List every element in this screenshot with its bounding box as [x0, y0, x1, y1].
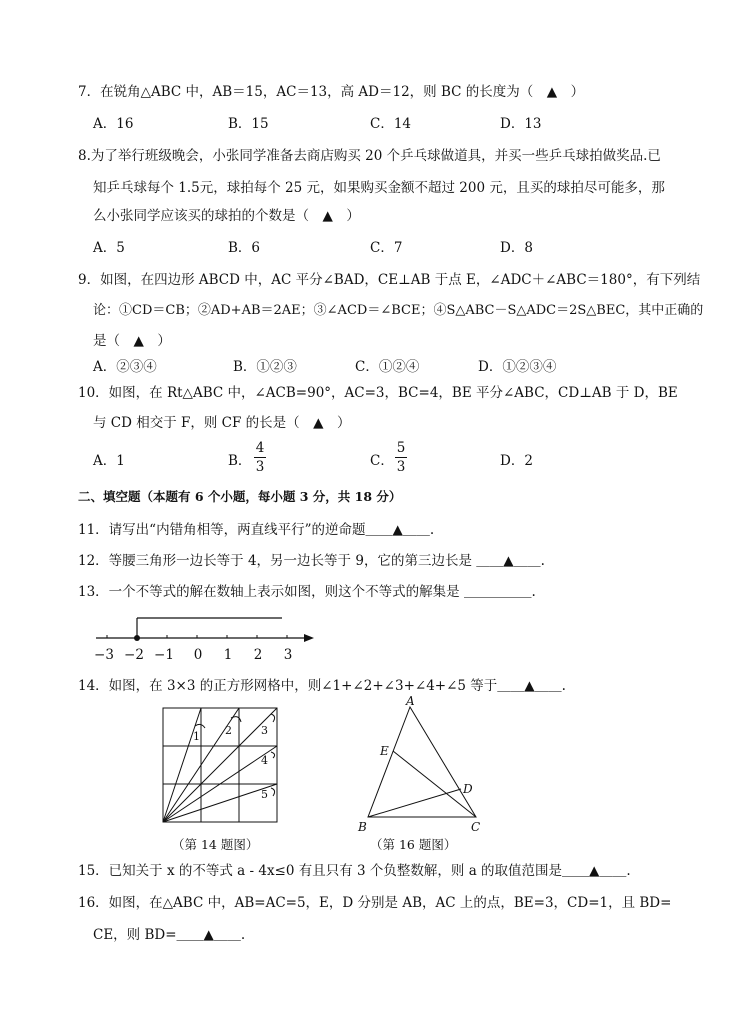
figure-14-grid [155, 700, 290, 830]
q10-option-b-fraction [252, 440, 268, 475]
vertex-label-e: E [380, 744, 389, 758]
angle-label-1: 1 [193, 730, 200, 743]
tick-label-neg2: −2 [124, 647, 144, 663]
q10-line2: 与 CD 相交于 F，则 CF 的长是（ ▲ ） [93, 415, 351, 431]
q9-option-b: B．①②③ [233, 359, 297, 375]
angle-label-4: 4 [261, 754, 268, 767]
q7-option-a: A．16 [93, 116, 134, 132]
q7-stem: 7．在锐角△ABC 中，AB＝15，AC＝13，高 AD＝12，则 BC 的长度为（ ▲ ） [78, 84, 585, 100]
figure-16-caption: （第 16 题图） [370, 837, 457, 852]
q16-line2: CE，则 BD=＿＿▲＿＿. [93, 927, 246, 943]
figure-16-triangle [352, 693, 502, 833]
angle-label-3: 3 [261, 724, 268, 737]
figure-14-caption: （第 14 题图） [172, 837, 259, 852]
q8-line2: 知乒乓球每个 1.5元，球拍每个 25 元，如果购买金额不超过 200 元，且买的球拍尽可能多，那 [93, 180, 665, 196]
q11: 11．请写出“内错角相等，两直线平行”的逆命题＿＿▲＿＿. [78, 522, 435, 538]
angle-label-5: 5 [261, 788, 268, 801]
q10-option-b-denominator: 3 [255, 459, 265, 475]
vertex-label-c: C [471, 820, 481, 833]
q9-line3: 是（ ▲ ） [93, 333, 171, 349]
q12: 12．等腰三角形一边长等于 4，另一边长等于 9，它的第三边长是 ＿＿▲＿＿. [78, 553, 545, 569]
tick-label-1: 1 [223, 647, 233, 663]
q15: 15．已知关于 x 的不等式 a - 4x≤0 有且只有 3 个负整数解，则 a 的取值范围是＿＿▲＿＿. [78, 863, 631, 879]
q10-option-c-fraction [393, 440, 409, 475]
q10-option-b-numerator: 4 [255, 440, 265, 456]
q9-option-c: C．①②④ [355, 359, 420, 375]
q7-option-d: D．13 [500, 116, 542, 132]
q8-line1: 8.为了举行班级晚会，小张同学准备去商店购买 20 个乒乓球做道具，并买一些乒乓球拍做奖品.已 [78, 148, 661, 164]
q8-option-d: D．8 [500, 240, 533, 256]
tick-label-2: 2 [253, 647, 263, 663]
q9-line2: 论：①CD＝CB；②AD+AB＝2AE；③∠ACD＝∠BCE；④S△ABC－S△ADC＝2S△BEC，其中正确的 [93, 303, 704, 318]
q10-option-b-label: B． [228, 453, 252, 469]
q8-option-c: C．7 [370, 240, 403, 256]
angle-label-2: 2 [225, 724, 232, 737]
q10-option-c-label: C． [370, 453, 394, 469]
q10-option-d: D．2 [500, 453, 533, 469]
q10-option-c-denominator: 3 [396, 459, 406, 475]
q9-line1: 9．如图，在四边形 ABCD 中，AC 平分∠BAD，CE⊥AB 于点 E，∠ADC＋∠ABC＝180°，有下列结 [78, 272, 701, 288]
q13: 13．一个不等式的解在数轴上表示如图，则这个不等式的解集是 ＿＿＿＿＿. [78, 584, 536, 600]
q7-option-c: C．14 [370, 116, 412, 132]
vertex-label-b: B [358, 820, 367, 833]
vertex-label-d: D [463, 782, 473, 796]
tick-label-3: 3 [283, 647, 293, 663]
tick-label-0: 0 [193, 647, 203, 663]
q8-line3: 么小张同学应该买的球拍的个数是（ ▲ ） [93, 208, 360, 224]
q9-option-a: A．②③④ [93, 359, 157, 375]
tick-label-neg1: −1 [154, 647, 174, 663]
q10-option-c-numerator: 5 [396, 440, 406, 456]
number-line [92, 610, 322, 666]
q10-line1: 10．如图，在 Rt△ABC 中，∠ACB=90°，AC=3，BC=4，BE 平分∠ABC，CD⊥AB 于 D，BE [78, 385, 678, 401]
q14: 14．如图，在 3×3 的正方形网格中，则∠1+∠2+∠3+∠4+∠5 等于＿＿▲＿＿. [78, 678, 566, 694]
q9-option-d: D．①②③④ [478, 359, 557, 375]
q8-option-b: B．6 [228, 240, 261, 256]
q7-option-b: B．15 [228, 116, 269, 132]
vertex-label-a: A [406, 694, 415, 708]
section-2-heading: 二、填空题（本题有 6 个小题，每小题 3 分，共 18 分） [78, 489, 402, 504]
q8-option-a: A．5 [93, 240, 125, 256]
tick-label-neg3: −3 [94, 647, 114, 663]
q10-option-a: A．1 [93, 453, 125, 469]
q16-line1: 16．如图，在△ABC 中，AB=AC=5，E，D 分别是 AB，AC 上的点，BE=3，CD=1，且 BD= [78, 895, 672, 911]
